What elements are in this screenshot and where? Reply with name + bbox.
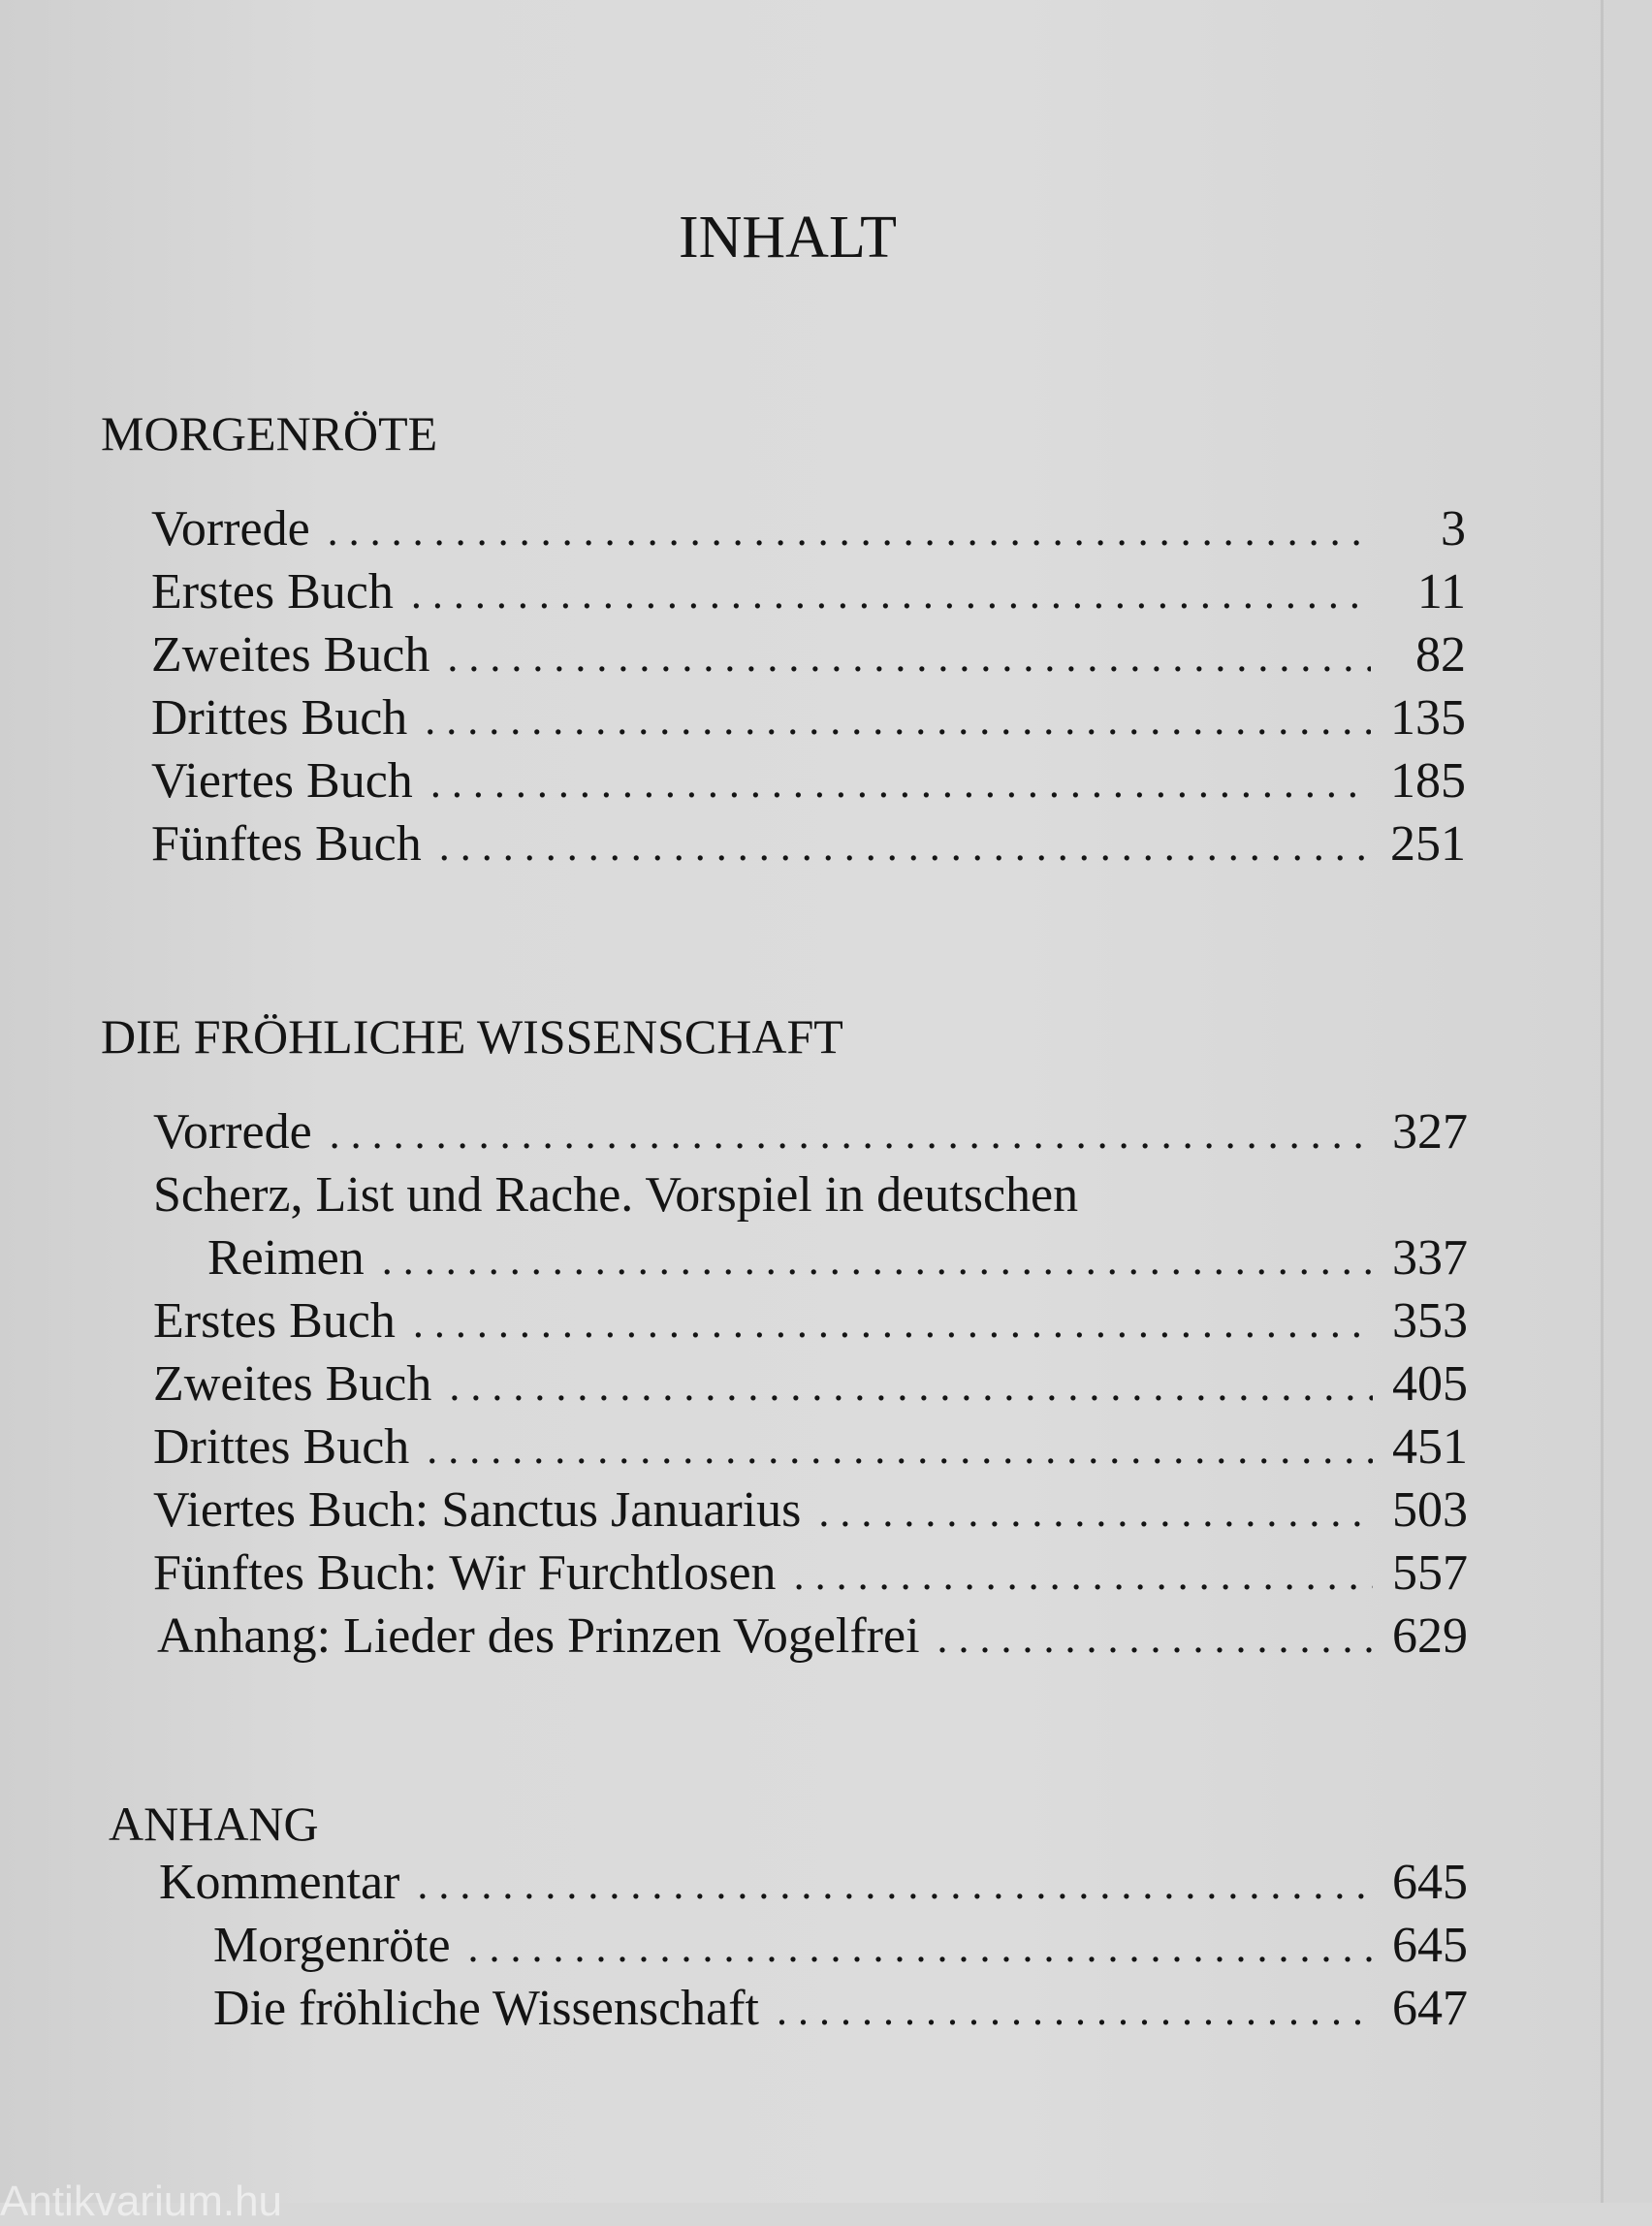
dot-leader [328, 506, 1371, 556]
dot-leader [468, 1923, 1373, 1972]
toc-entry[interactable] [213, 1980, 1468, 2044]
entry-page-number: 135 [1390, 690, 1466, 746]
toc-entry[interactable] [151, 500, 1466, 564]
watermark: Antikvarium.hu [0, 2178, 283, 2225]
toc-entry[interactable] [153, 1292, 1468, 1356]
entry-label: Viertes Buch: Sanctus Januarius [153, 1482, 802, 1538]
entry-page-number: 629 [1392, 1608, 1468, 1664]
toc-entry[interactable] [151, 752, 1466, 816]
toc-entry[interactable] [151, 563, 1466, 627]
entry-page-number: 185 [1390, 753, 1466, 809]
dot-leader [937, 1613, 1373, 1663]
toc-entry[interactable] [153, 1418, 1468, 1482]
entry-page-number: 353 [1392, 1293, 1468, 1349]
entry-label: Die fröhliche Wissenschaft [213, 1981, 759, 2036]
section-heading-morgenroete: MORGENRÖTE [101, 406, 438, 461]
toc-entry[interactable] [153, 1103, 1468, 1167]
entry-page-number: 11 [1416, 564, 1466, 620]
dot-leader [794, 1550, 1373, 1600]
dot-leader [777, 1986, 1373, 2035]
entry-label: Drittes Buch [153, 1419, 410, 1475]
dot-leader [382, 1235, 1373, 1285]
page-edge [1601, 0, 1604, 2203]
toc-entry[interactable] [151, 815, 1466, 879]
dot-leader [330, 1109, 1373, 1159]
entry-page-number: 647 [1392, 1981, 1468, 2036]
entry-page-number: 251 [1390, 816, 1466, 872]
entry-page-number: 3 [1441, 501, 1466, 556]
toc-entry[interactable] [159, 1854, 1468, 1918]
entry-label: Fünftes Buch [151, 816, 422, 872]
toc-entry[interactable] [151, 689, 1466, 753]
entry-label: Zweites Buch [151, 627, 430, 683]
dot-leader [417, 1860, 1373, 1909]
entry-page-number: 645 [1392, 1918, 1468, 1973]
entry-label: Anhang: Lieder des Prinzen Vogelfrei [157, 1608, 920, 1664]
entry-label: Morgenröte [213, 1918, 451, 1973]
entry-label: Erstes Buch [153, 1293, 396, 1349]
toc-entry[interactable] [151, 626, 1466, 690]
dot-leader [449, 1361, 1373, 1411]
entry-label: Erstes Buch [151, 564, 394, 620]
entry-label: Kommentar [159, 1855, 400, 1910]
page-title: INHALT [678, 205, 898, 270]
dot-leader [818, 1487, 1373, 1537]
entry-page-number: 557 [1392, 1545, 1468, 1601]
toc-entry[interactable] [213, 1917, 1468, 1981]
entry-label: Drittes Buch [151, 690, 408, 746]
dot-leader [425, 695, 1371, 745]
entry-page-number: 451 [1392, 1419, 1468, 1475]
entry-label: Zweites Buch [153, 1356, 432, 1412]
dot-leader [447, 632, 1371, 682]
toc-entry[interactable] [153, 1544, 1468, 1608]
entry-label-continuation: Reimen [207, 1230, 365, 1286]
entry-page-number: 337 [1392, 1230, 1468, 1286]
entry-page-number: 645 [1392, 1855, 1468, 1910]
toc-entry[interactable] [153, 1355, 1468, 1419]
entry-page-number: 405 [1392, 1356, 1468, 1412]
section-heading-froehliche-wissenschaft: DIE FRÖHLICHE WISSENSCHAFT [101, 1009, 843, 1064]
entry-label: Vorrede [151, 501, 310, 556]
dot-leader [413, 1298, 1373, 1348]
section-heading-anhang: ANHANG [109, 1797, 319, 1851]
entry-label-first-line[interactable]: Scherz, List und Rache. Vorspiel in deutschen [153, 1167, 1079, 1223]
entry-page-number: 503 [1392, 1482, 1468, 1538]
entry-label: Vorrede [153, 1104, 312, 1160]
toc-entry[interactable] [153, 1481, 1468, 1545]
dot-leader [430, 758, 1371, 808]
dot-leader [411, 569, 1371, 619]
dot-leader [439, 821, 1371, 871]
entry-label: Fünftes Buch: Wir Furchtlosen [153, 1545, 777, 1601]
dot-leader [427, 1424, 1373, 1474]
entry-page-number: 82 [1415, 627, 1466, 683]
toc-entry[interactable] [207, 1229, 1468, 1293]
entry-label: Viertes Buch [151, 753, 413, 809]
entry-page-number: 327 [1392, 1104, 1468, 1160]
toc-entry[interactable] [157, 1607, 1468, 1671]
